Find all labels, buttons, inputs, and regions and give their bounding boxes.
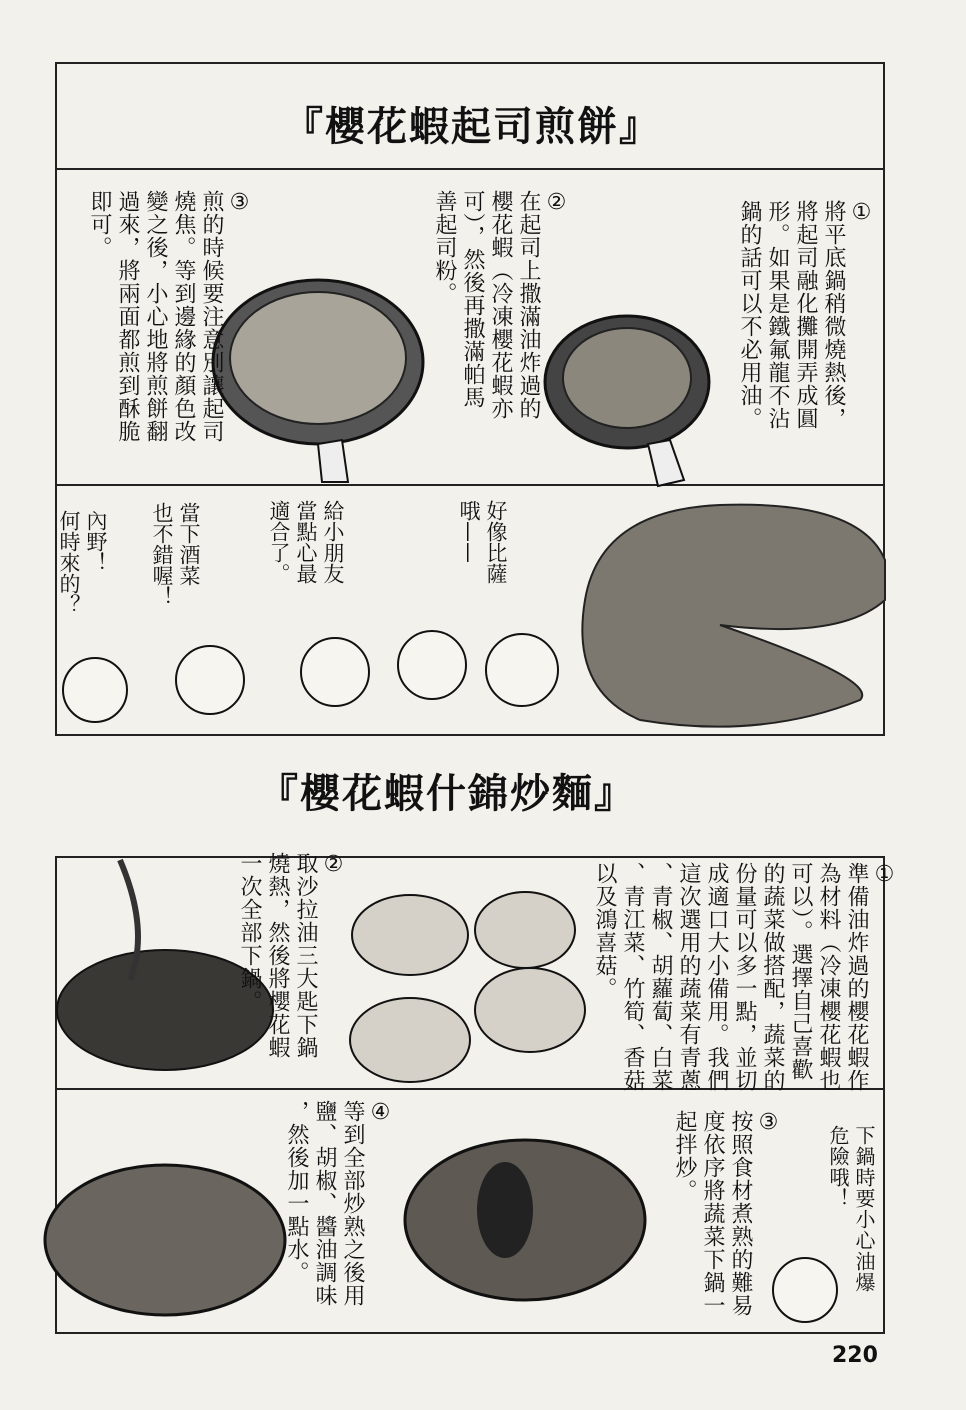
- characters-drawing: [63, 631, 558, 722]
- recipe-title-2: 『櫻花蝦什錦炒麵』: [258, 771, 636, 817]
- recipe-1-step-2: ② 在起司上撒滿油炸過的 櫻花蝦（冷凍櫻花蝦亦 可），然後再撒滿帕馬 善起司粉。: [432, 190, 569, 420]
- speech-bubble-2: 給小朋友 當點心最 適合了。: [267, 500, 345, 584]
- recipe-title-1: 『櫻花蝦起司煎餅』: [283, 104, 661, 150]
- vegetable-bowls-drawing: [350, 892, 585, 1082]
- wok-drawing-3: [405, 1140, 645, 1300]
- chef-warning-bubble: 下鍋時要小心油爆 危險哦！: [826, 1125, 876, 1293]
- speech-bubble-3: 當下酒菜 也不錯喔！: [150, 502, 201, 607]
- speech-bubble-4: 內野！ 何時來的？: [57, 510, 108, 615]
- recipe-2-step-4: ④ 等到全部炒熟之後用 鹽、胡椒、醬油調味 ，然後加一點水。: [284, 1100, 393, 1307]
- recipe-2-step-2: ② 取沙拉油三大匙下鍋 燒熱，然後將櫻花蝦 一次全部下鍋。: [237, 852, 346, 1059]
- recipe-2-step-1: ① 準備油炸過的櫻花蝦作 為材料（冷凍櫻花蝦也 可以）。選擇自己喜歡 的蔬菜做搭配，蔬菜的 份量可以多一點，並切 成適口大小備用。我們 這次選用的蔬菜有青蔥 、青椒、胡蘿蔔、白菜 、青江菜、竹筍、香菇 以及鴻喜菇。: [592, 862, 897, 1092]
- speech-bubble-1: 好像比薩 哦——: [457, 500, 508, 584]
- wok-drawing-2: [45, 1165, 285, 1315]
- page-number: 220: [832, 1343, 878, 1368]
- recipe-1-step-3: ③ 煎的時候要注意別讓起司 燒焦。等到邊緣的顏色改 變之後，小心地將煎餅翻 過來，將兩面都煎到酥脆 即可。: [87, 190, 252, 443]
- recipe-2-step-3: ③ 按照食材煮熟的難易 度依序將蔬菜下鍋一 起拌炒。: [672, 1110, 781, 1317]
- recipe-1-step-1: ① 將平底鍋稍微燒熱後， 將起司融化攤開弄成圓 形。如果是鐵氟龍不沾 鍋的話可以不必用油。: [737, 200, 874, 430]
- cheese-pancake-drawing: [582, 505, 885, 727]
